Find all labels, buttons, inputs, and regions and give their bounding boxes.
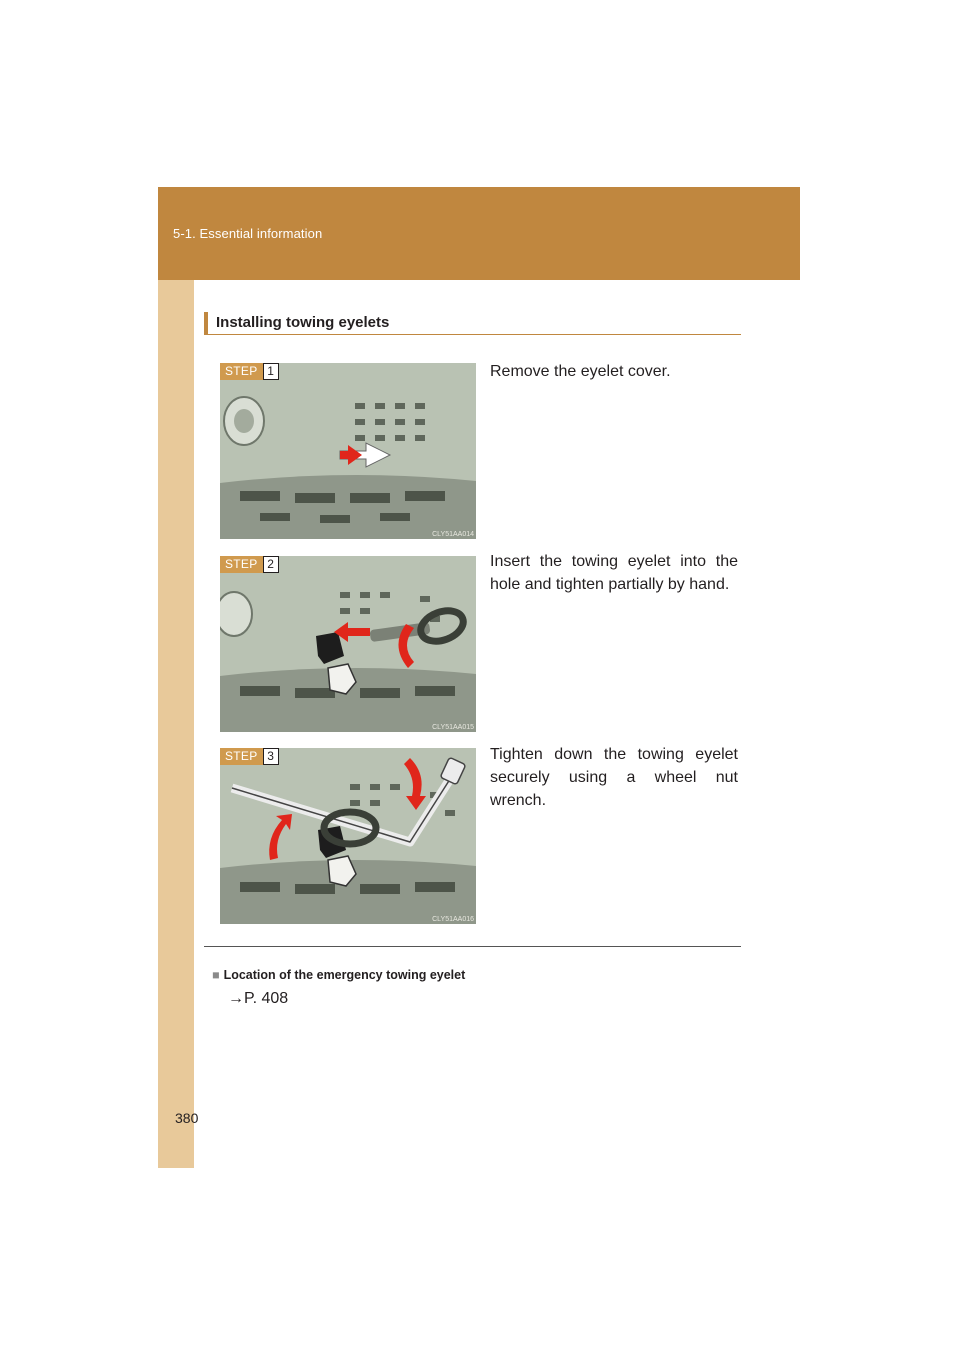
step-3-label: STEP — [220, 748, 263, 765]
step-3-text: Tighten down the towing eyelet securely using a wheel nut wrench. — [490, 746, 738, 809]
section-title: Installing towing eyelets — [216, 314, 390, 331]
step-3-number: 3 — [263, 748, 279, 765]
section-accent-bar — [204, 312, 208, 334]
step-2-number: 2 — [263, 556, 279, 573]
note-page-reference[interactable]: →P. 408 — [228, 990, 289, 1007]
step-3-illustration — [220, 748, 476, 924]
note-title: Location of the emergency towing eyelet — [223, 968, 466, 982]
step-2-image-code: CLY51AA015 — [432, 724, 474, 731]
step-1-badge — [220, 363, 279, 380]
step-1-bumper-image — [220, 363, 476, 539]
step-3-image-code: CLY51AA016 — [432, 916, 474, 923]
step-2-label: STEP — [220, 556, 263, 573]
section-divider — [204, 946, 741, 947]
left-margin-strip — [158, 280, 194, 1168]
step-1-illustration — [220, 363, 476, 539]
page-number: 380 — [175, 1110, 199, 1126]
step-2-text: Insert the towing eyelet into the hole and tighten partially by hand. — [490, 553, 738, 593]
note-heading — [212, 968, 465, 982]
step-2-bumper-image — [220, 556, 476, 732]
section-heading — [204, 312, 741, 335]
step-2-badge — [220, 556, 279, 573]
chapter-section-title: 5-1. Essential information — [173, 226, 323, 241]
step-2-illustration — [220, 556, 476, 732]
step-3-badge — [220, 748, 279, 765]
step-1-text: Remove the eyelet cover. — [490, 363, 671, 380]
step-1-label: STEP — [220, 363, 263, 380]
note-bullet-icon: ■ — [212, 968, 220, 982]
step-1-image-code: CLY51AA014 — [432, 531, 474, 538]
step-3-bumper-image — [220, 748, 476, 924]
step-1-number: 1 — [263, 363, 279, 380]
